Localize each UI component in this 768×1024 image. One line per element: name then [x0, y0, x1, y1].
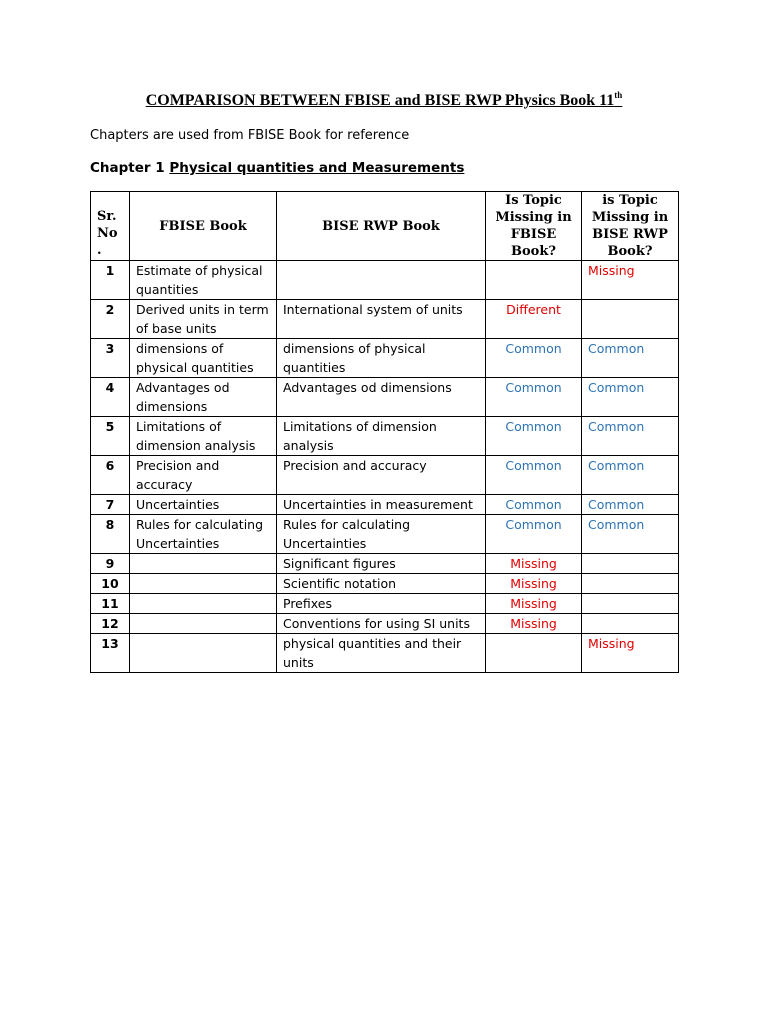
row-missing-rwp: Common	[582, 456, 679, 495]
row-missing-fbise: Common	[486, 339, 582, 378]
comparison-table	[90, 191, 679, 673]
row-sr-no: 10	[91, 574, 130, 594]
row-missing-rwp: Missing	[582, 261, 679, 300]
row-missing-fbise: Missing	[486, 614, 582, 634]
row-missing-rwp	[582, 574, 679, 594]
row-missing-fbise: Common	[486, 378, 582, 417]
row-fbise-topic	[130, 634, 277, 673]
row-fbise-topic: Estimate of physical quantities	[130, 261, 277, 300]
row-rwp-topic: Advantages od dimensions	[277, 378, 486, 417]
row-fbise-topic: Advantages od dimensions	[130, 378, 277, 417]
row-rwp-topic: Precision and accuracy	[277, 456, 486, 495]
row-rwp-topic: Scientific notation	[277, 574, 486, 594]
row-sr-no: 9	[91, 554, 130, 574]
row-sr-no: 8	[91, 515, 130, 554]
header-missing-fbise: Is Topic Missing in FBISE Book?	[486, 192, 582, 261]
row-rwp-topic: physical quantities and their units	[277, 634, 486, 673]
row-fbise-topic: Limitations of dimension analysis	[130, 417, 277, 456]
table-row	[91, 261, 679, 300]
row-missing-rwp: Common	[582, 495, 679, 515]
table-row	[91, 515, 679, 554]
table-row	[91, 456, 679, 495]
row-rwp-topic: Limitations of dimension analysis	[277, 417, 486, 456]
row-sr-no: 6	[91, 456, 130, 495]
row-missing-fbise: Missing	[486, 554, 582, 574]
row-rwp-topic: Prefixes	[277, 594, 486, 614]
row-missing-rwp	[582, 594, 679, 614]
table-row	[91, 495, 679, 515]
row-rwp-topic: International system of units	[277, 300, 486, 339]
chapter-prefix: Chapter 1	[90, 160, 170, 176]
row-missing-fbise: Common	[486, 495, 582, 515]
row-missing-fbise: Missing	[486, 594, 582, 614]
row-sr-no: 11	[91, 594, 130, 614]
row-sr-no: 13	[91, 634, 130, 673]
row-fbise-topic	[130, 574, 277, 594]
row-rwp-topic: Rules for calculating Uncertainties	[277, 515, 486, 554]
row-fbise-topic: Rules for calculating Uncertainties	[130, 515, 277, 554]
row-rwp-topic: dimensions of physical quantities	[277, 339, 486, 378]
row-rwp-topic: Uncertainties in measurement	[277, 495, 486, 515]
row-fbise-topic: Uncertainties	[130, 495, 277, 515]
row-missing-rwp: Common	[582, 339, 679, 378]
table-row	[91, 300, 679, 339]
row-missing-rwp: Common	[582, 417, 679, 456]
row-missing-rwp: Missing	[582, 634, 679, 673]
row-missing-fbise	[486, 634, 582, 673]
row-fbise-topic: Derived units in term of base units	[130, 300, 277, 339]
row-missing-fbise: Different	[486, 300, 582, 339]
reference-note: Chapters are used from FBISE Book for reference	[90, 128, 410, 143]
row-fbise-topic	[130, 554, 277, 574]
row-rwp-topic: Conventions for using SI units	[277, 614, 486, 634]
table-row	[91, 614, 679, 634]
chapter-name: Physical quantities and Measurements	[169, 160, 465, 176]
title-superscript: th	[614, 90, 623, 100]
table-row	[91, 417, 679, 456]
row-fbise-topic: dimensions of physical quantities	[130, 339, 277, 378]
row-sr-no: 5	[91, 417, 130, 456]
row-sr-no: 4	[91, 378, 130, 417]
table-row	[91, 574, 679, 594]
row-missing-rwp: Common	[582, 515, 679, 554]
row-missing-fbise: Common	[486, 417, 582, 456]
row-fbise-topic	[130, 614, 277, 634]
chapter-heading	[90, 160, 464, 176]
title-text: COMPARISON BETWEEN FBISE and BISE RWP Physics Book 11	[145, 92, 615, 109]
table-row	[91, 554, 679, 574]
row-missing-rwp	[582, 300, 679, 339]
row-missing-fbise	[486, 261, 582, 300]
header-fbise-book: FBISE Book	[130, 192, 277, 261]
row-missing-fbise: Common	[486, 456, 582, 495]
row-sr-no: 2	[91, 300, 130, 339]
row-missing-rwp: Common	[582, 378, 679, 417]
row-fbise-topic: Precision and accuracy	[130, 456, 277, 495]
row-fbise-topic	[130, 594, 277, 614]
row-sr-no: 3	[91, 339, 130, 378]
table-body	[91, 261, 679, 673]
row-rwp-topic	[277, 261, 486, 300]
row-rwp-topic: Significant figures	[277, 554, 486, 574]
header-bise-rwp-book: BISE RWP Book	[277, 192, 486, 261]
row-missing-fbise: Common	[486, 515, 582, 554]
table-row	[91, 634, 679, 673]
row-sr-no: 1	[91, 261, 130, 300]
table-header-row	[91, 192, 679, 261]
table-row	[91, 378, 679, 417]
row-sr-no: 7	[91, 495, 130, 515]
table-row	[91, 594, 679, 614]
header-missing-rwp: is Topic Missing in BISE RWP Book?	[582, 192, 679, 261]
row-sr-no: 12	[91, 614, 130, 634]
row-missing-rwp	[582, 554, 679, 574]
table-row	[91, 339, 679, 378]
row-missing-rwp	[582, 614, 679, 634]
header-sr-no: Sr. No .	[91, 192, 130, 261]
row-missing-fbise: Missing	[486, 574, 582, 594]
document-title	[0, 92, 768, 110]
